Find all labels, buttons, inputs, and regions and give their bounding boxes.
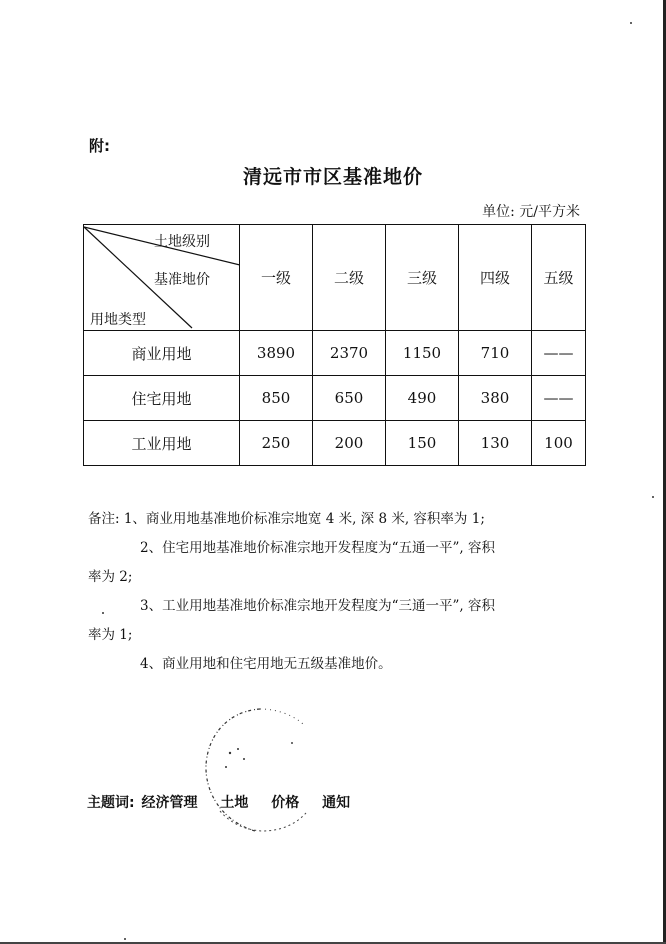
price-cell: 150 xyxy=(386,421,459,466)
grade-header: 五级 xyxy=(532,225,586,331)
land-price-table xyxy=(83,224,586,466)
table-header-row xyxy=(84,225,586,331)
grade-header: 三级 xyxy=(386,225,459,331)
price-cell: 850 xyxy=(240,376,313,421)
price-cell: 2370 xyxy=(313,331,386,376)
keyword: 价格 xyxy=(271,795,300,811)
faded-seal-stamp xyxy=(200,703,310,838)
grade-header: 一级 xyxy=(240,225,313,331)
price-cell: 1150 xyxy=(386,331,459,376)
price-cell: 130 xyxy=(459,421,532,466)
note-line: 率为 1; xyxy=(88,627,133,643)
note-line: 4、商业用地和住宅用地无五级基准地价。 xyxy=(140,656,392,672)
table-row xyxy=(84,376,586,421)
price-cell: 100 xyxy=(532,421,586,466)
land-use-type: 商业用地 xyxy=(84,331,240,376)
header-grade-label: 土地级别 xyxy=(154,234,210,250)
price-cell: 250 xyxy=(240,421,313,466)
keyword: 土地 xyxy=(220,795,249,811)
header-landuse-label: 用地类型 xyxy=(90,312,146,328)
unit-label: 单位: 元/平方米 xyxy=(482,204,580,220)
price-cell: 710 xyxy=(459,331,532,376)
price-cell: 200 xyxy=(313,421,386,466)
note-line: 2、住宅用地基准地价标准宗地开发程度为“五通一平”, 容积 xyxy=(140,540,495,556)
notes-section xyxy=(88,505,588,679)
note-line: 率为 2; xyxy=(88,569,133,585)
keywords-label: 主题词: xyxy=(87,795,135,811)
land-use-type: 工业用地 xyxy=(84,421,240,466)
table-row xyxy=(84,331,586,376)
price-cell: —— xyxy=(532,331,586,376)
attachment-label: 附: xyxy=(89,137,110,155)
page-title: 清远市市区基准地价 xyxy=(242,166,423,188)
grade-header: 四级 xyxy=(459,225,532,331)
price-cell: 650 xyxy=(313,376,386,421)
price-cell: 380 xyxy=(459,376,532,421)
table-corner-header xyxy=(84,225,240,331)
note-line: 备注: 1、商业用地基准地价标准宗地宽 4 米, 深 8 米, 容积率为 1; xyxy=(88,511,485,527)
scan-speck xyxy=(652,496,654,498)
scan-speck xyxy=(124,938,126,940)
keyword: 经济管理 xyxy=(141,795,198,811)
price-cell: —— xyxy=(532,376,586,421)
table-row xyxy=(84,421,586,466)
land-use-type: 住宅用地 xyxy=(84,376,240,421)
keyword: 通知 xyxy=(322,795,351,811)
price-cell: 490 xyxy=(386,376,459,421)
scan-speck xyxy=(630,22,632,24)
subject-keywords xyxy=(87,792,368,812)
grade-header: 二级 xyxy=(313,225,386,331)
header-price-label: 基准地价 xyxy=(154,272,210,288)
price-cell: 3890 xyxy=(240,331,313,376)
note-line: 3、工业用地基准地价标准宗地开发程度为“三通一平”, 容积 xyxy=(140,598,495,614)
